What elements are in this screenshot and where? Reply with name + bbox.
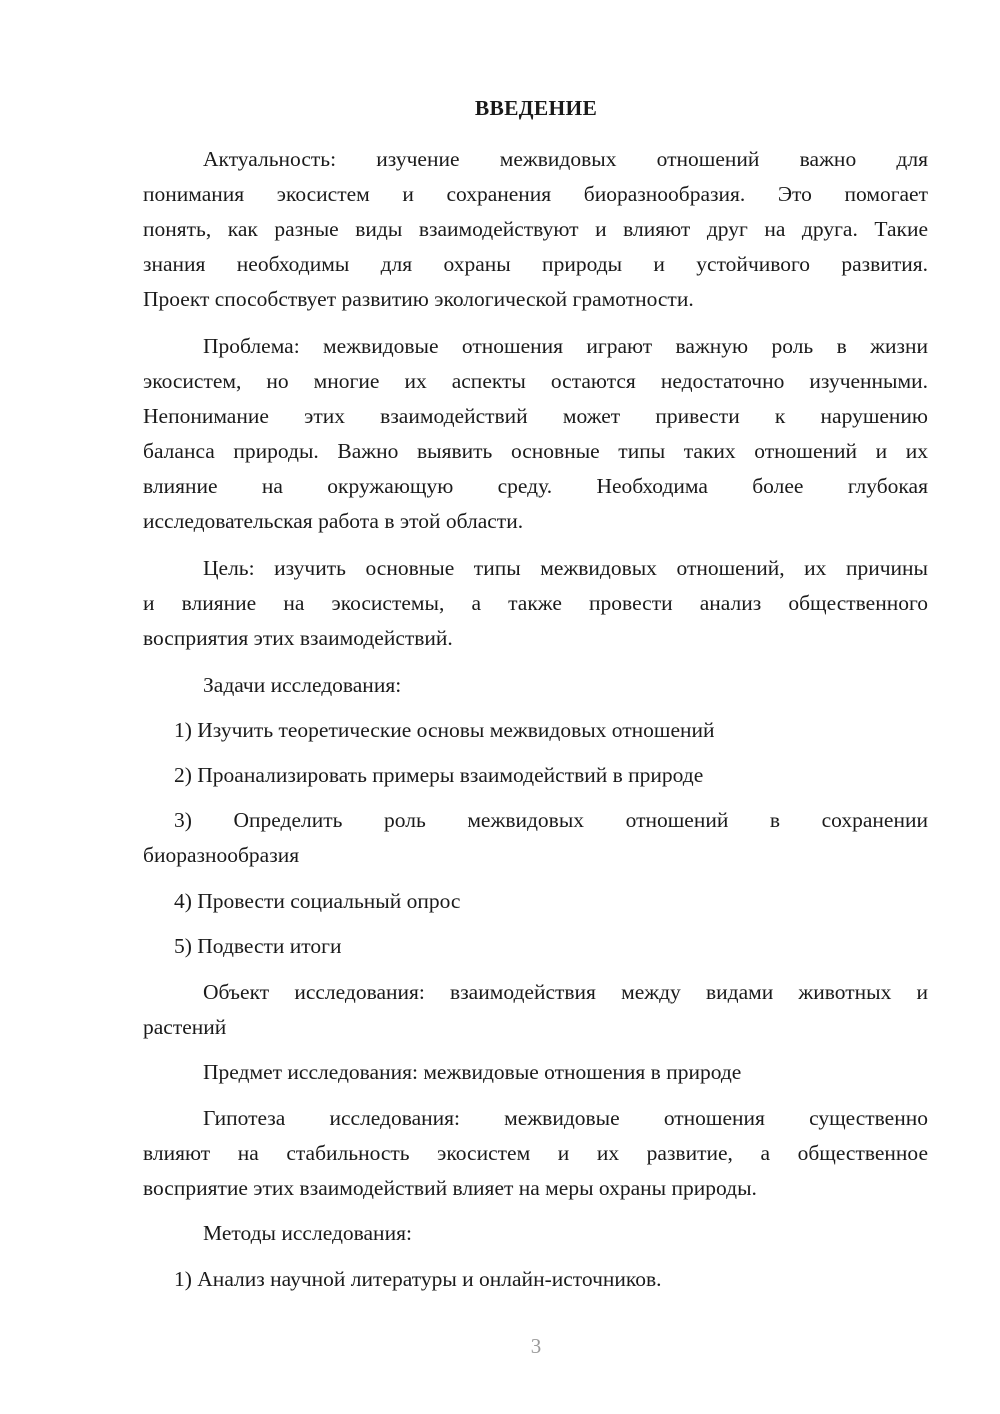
relevance-paragraph — [143, 142, 928, 317]
paragraph-line: понимания экосистем и сохранения биоразнообразия. Это помогает — [143, 182, 928, 206]
paragraph-line: восприятие этих взаимодействий влияет на меры охраны природы. — [143, 1176, 757, 1200]
goal-paragraph — [143, 551, 928, 656]
paragraph-line: экосистем, но многие их аспекты остаются недостаточно изученными. — [143, 369, 928, 393]
paragraph-line: Объект исследования: взаимодействия между видами животных и — [203, 980, 928, 1004]
paragraph-line: Проект способствует развитию экологической грамотности. — [143, 287, 694, 311]
paragraph-line: восприятия этих взаимодействий. — [143, 626, 453, 650]
paragraph-line: Актуальность: изучение межвидовых отношений важно для — [203, 147, 928, 171]
paragraph-line: Гипотеза исследования: межвидовые отношения существенно — [203, 1106, 928, 1130]
paragraph-line: и влияние на экосистемы, а также провести анализ общественного — [143, 591, 928, 615]
paragraph-line: баланса природы. Важно выявить основные типы таких отношений и их — [143, 439, 928, 463]
task-item: 1) Изучить теоретические основы межвидовых отношений — [174, 718, 715, 742]
problem-paragraph — [143, 329, 928, 539]
paragraph-line: Проблема: межвидовые отношения играют важную роль в жизни — [203, 334, 928, 358]
paragraph-line: знания необходимы для охраны природы и устойчивого развития. — [143, 252, 928, 276]
task-item: 4) Провести социальный опрос — [174, 889, 461, 913]
hypothesis-paragraph — [143, 1101, 928, 1206]
paragraph-line: понять, как разные виды взаимодействуют и влияют друг на друга. Такие — [143, 217, 928, 241]
paragraph-line: исследовательская работа в этой области. — [143, 509, 524, 533]
task-item: 3) Определить роль межвидовых отношений в сохранении биоразнообразия — [143, 808, 928, 867]
subject-paragraph: Предмет исследования: межвидовые отношения в природе — [203, 1060, 742, 1084]
method-item: 1) Анализ научной литературы и онлайн-источников. — [174, 1267, 662, 1291]
tasks-title: Задачи исследования: — [203, 673, 402, 697]
section-heading: ВВЕДЕНИЕ — [474, 96, 598, 120]
methods-title: Методы исследования: — [203, 1221, 412, 1245]
paragraph-line: Непонимание этих взаимодействий может привести к нарушению — [143, 404, 928, 428]
task-item: 5) Подвести итоги — [174, 934, 342, 958]
paragraph-line: растений — [143, 1015, 227, 1039]
page-number: 3 — [530, 1334, 542, 1358]
paragraph-line: Цель: изучить основные типы межвидовых отношений, их причины — [203, 556, 928, 580]
object-paragraph — [143, 975, 928, 1045]
paragraph-line: влияют на стабильность экосистем и их развитие, а общественное — [143, 1141, 928, 1165]
task-item: 2) Проанализировать примеры взаимодействий в природе — [174, 763, 704, 787]
paragraph-line: влияние на окружающую среду. Необходима более глубокая — [143, 474, 928, 498]
